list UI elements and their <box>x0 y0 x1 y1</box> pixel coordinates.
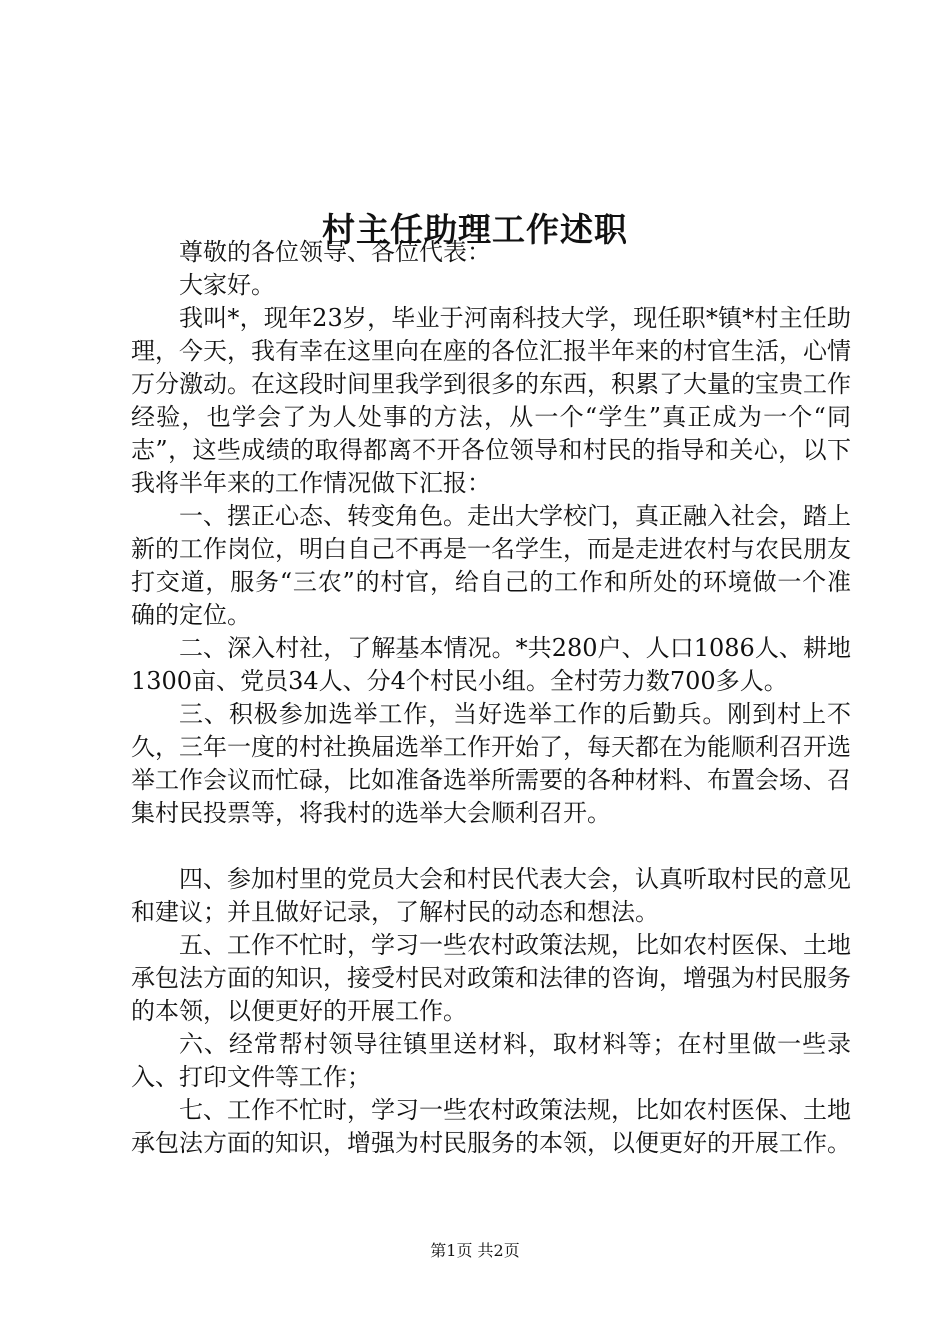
document-title: 村主任助理工作述职 <box>322 210 628 250</box>
salutation-paragraph: 尊敬的各位领导、各位代表： <box>179 238 491 266</box>
intro-paragraph: 我叫*，现年23岁，毕业于河南科技大学，现任职*镇*村主任助理，今天，我有幸在这里向在座的各位汇报半年来的村官生活，心情万分激动。在这段时间里我学到很多的东西，积累了大量的宝贵工作经验，也学会了为人处事的方法，从一个“学生”真正成为一个“同志”，这些成绩的取得都离不开各位领导和村民的指导和关心，以下我将半年来的工作情况做下汇报： <box>131 304 851 497</box>
section-1-paragraph: 一、摆正心态、转变角色。走出大学校门，真正融入社会，踏上新的工作岗位，明白自己不再是一名学生，而是走进农村与农民朋友打交道，服务“三农”的村官，给自己的工作和所处的环境做一个准确的定位。 <box>131 502 851 629</box>
page-number-footer: 第1页 共2页 <box>430 1241 520 1260</box>
greeting-paragraph: 大家好。 <box>179 271 275 299</box>
section-5-paragraph: 五、工作不忙时，学习一些农村政策法规，比如农村医保、土地承包法方面的知识，接受村民对政策和法律的咨询，增强为村民服务的本领，以便更好的开展工作。 <box>131 931 851 1025</box>
section-7-paragraph: 七、工作不忙时，学习一些农村政策法规，比如农村医保、土地承包法方面的知识，增强为村民服务的本领，以便更好的开展工作。 <box>131 1096 851 1157</box>
section-4-paragraph: 四、参加村里的党员大会和村民代表大会，认真听取村民的意见和建议；并且做好记录，了解村民的动态和想法。 <box>131 865 851 926</box>
document-body <box>131 236 851 1160</box>
section-2-paragraph: 二、深入村社，了解基本情况。*共280户、人口1086人、耕地1300亩、党员34人、分4个村民小组。全村劳力数700多人。 <box>131 634 851 695</box>
section-6-paragraph: 六、经常帮村领导往镇里送材料，取材料等；在村里做一些录入、打印文件等工作； <box>131 1030 851 1091</box>
section-3-paragraph: 三、积极参加选举工作，当好选举工作的后勤兵。刚到村上不久，三年一度的村社换届选举工作开始了，每天都在为能顺利召开选举工作会议而忙碌，比如准备选举所需要的各种材料、布置会场、召集村民投票等，将我村的选举大会顺利召开。 <box>131 700 851 827</box>
